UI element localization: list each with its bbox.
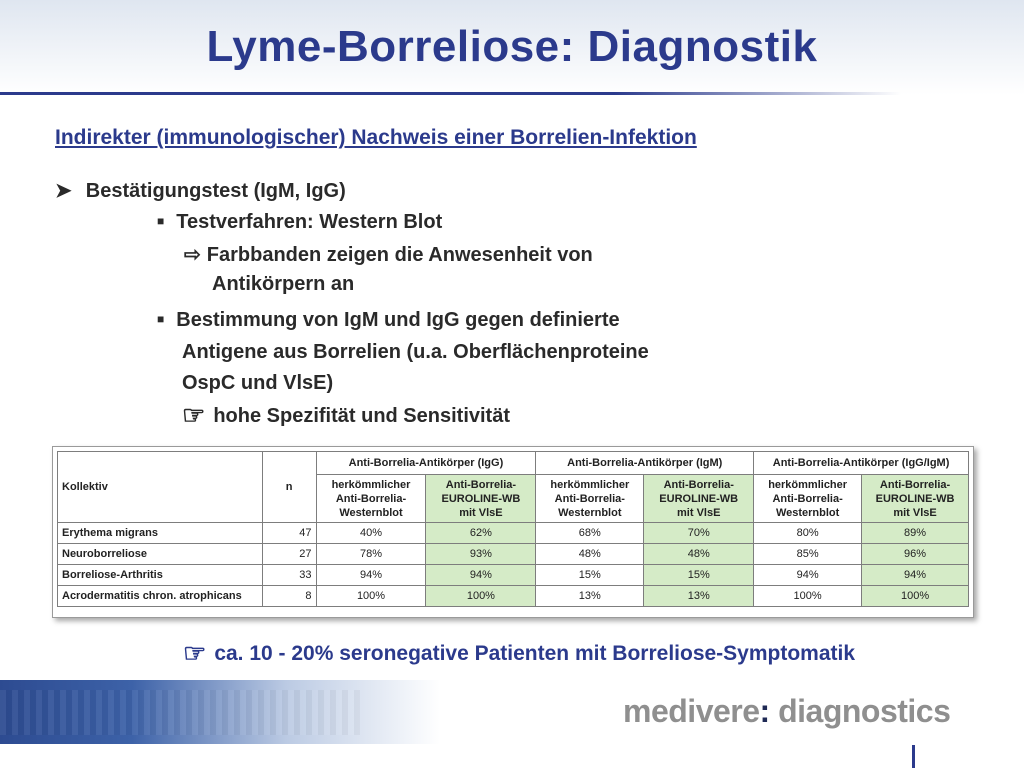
cell-kollektiv: Neuroborreliose (58, 544, 263, 565)
bullet-subitem-line2: Antikörpern an (212, 273, 355, 295)
header-conventional-westernblot: herkömmlicher Anti-Borrelia- Westernblot (316, 475, 426, 523)
cell-n: 33 (262, 565, 316, 586)
table-row (58, 565, 969, 586)
header-conventional-westernblot: herkömmlicher Anti-Borrelia- Westernblot (536, 475, 644, 523)
table-row (58, 586, 969, 607)
pointing-hand-icon: ☞ (183, 638, 207, 668)
cell-value: 89% (862, 523, 969, 544)
cell-kollektiv: Acrodermatitis chron. atrophicans (58, 586, 263, 607)
arrow-bullet-icon: ➤ (55, 180, 72, 202)
header-euroline-wb: Anti-Borrelia- EUROLINE-WB mit VlsE (862, 475, 969, 523)
cell-value: 48% (536, 544, 644, 565)
bullet-item-line3: OspC und VlsE) (182, 372, 334, 394)
square-bullet-icon: ■ (157, 312, 165, 326)
cell-value: 100% (754, 586, 862, 607)
footer-divider (912, 745, 915, 768)
cell-value: 100% (316, 586, 426, 607)
header-kollektiv: Kollektiv (58, 452, 263, 523)
cell-value: 94% (426, 565, 536, 586)
cell-value: 94% (754, 565, 862, 586)
title-underline (0, 92, 1024, 95)
cell-value: 48% (644, 544, 754, 565)
cell-value: 70% (644, 523, 754, 544)
cell-kollektiv: Erythema migrans (58, 523, 263, 544)
cell-value: 100% (426, 586, 536, 607)
table-row (58, 544, 969, 565)
bullet-item-bestimmung: ■ Bestimmung von IgM und IgG gegen definierte (157, 309, 620, 331)
cell-value: 80% (754, 523, 862, 544)
cell-value: 62% (426, 523, 536, 544)
conclusion-line: ☞ hohe Spezifität und Sensitivität (182, 400, 511, 430)
cell-kollektiv: Borreliose-Arthritis (58, 565, 263, 586)
bullet-item-western-blot: ■ Testverfahren: Western Blot (157, 211, 443, 233)
header-group-igg: Anti-Borrelia-Antikörper (IgG) (316, 452, 536, 475)
cell-value: 78% (316, 544, 426, 565)
header-euroline-wb: Anti-Borrelia- EUROLINE-WB mit VlsE (426, 475, 536, 523)
cell-value: 13% (536, 586, 644, 607)
results-table-panel (52, 446, 974, 618)
header-n: n (262, 452, 316, 523)
header-conventional-westernblot: herkömmlicher Anti-Borrelia- Westernblot (754, 475, 862, 523)
header-group-igm: Anti-Borrelia-Antikörper (IgM) (536, 452, 754, 475)
cell-value: 68% (536, 523, 644, 544)
table-row (58, 523, 969, 544)
cell-value: 96% (862, 544, 969, 565)
bottom-note: ☞ ca. 10 - 20% seronegative Patienten mit Borreliose-Symptomatik (183, 638, 856, 668)
bullet-item-line2: Antigene aus Borrelien (u.a. Oberflächenproteine (182, 341, 649, 363)
pointing-hand-icon: ☞ (182, 400, 206, 430)
cell-value: 15% (536, 565, 644, 586)
header-group-iggigm: Anti-Borrelia-Antikörper (IgG/IgM) (754, 452, 969, 475)
bullet-level1: ➤ Bestätigungstest (IgM, IgG) (55, 180, 346, 202)
cell-value: 15% (644, 565, 754, 586)
hollow-arrow-icon: ⇨ (184, 244, 201, 266)
footer-decoration-texture (0, 690, 360, 735)
slide-title: Lyme-Borreliose: Diagnostik (206, 22, 818, 71)
results-table (57, 451, 969, 607)
cell-value: 94% (316, 565, 426, 586)
cell-n: 8 (262, 586, 316, 607)
cell-value: 13% (644, 586, 754, 607)
cell-value: 100% (862, 586, 969, 607)
cell-n: 27 (262, 544, 316, 565)
cell-value: 93% (426, 544, 536, 565)
cell-value: 94% (862, 565, 969, 586)
bullet-subitem-farbbanden: ⇨ Farbbanden zeigen die Anwesenheit von (184, 244, 593, 266)
cell-value: 40% (316, 523, 426, 544)
cell-value: 85% (754, 544, 862, 565)
cell-n: 47 (262, 523, 316, 544)
section-heading: Indirekter (immunologischer) Nachweis einer Borrelien-Infektion (55, 126, 697, 149)
company-logo: medivere: diagnostics (623, 693, 951, 729)
square-bullet-icon: ■ (157, 214, 165, 228)
header-euroline-wb: Anti-Borrelia- EUROLINE-WB mit VlsE (644, 475, 754, 523)
